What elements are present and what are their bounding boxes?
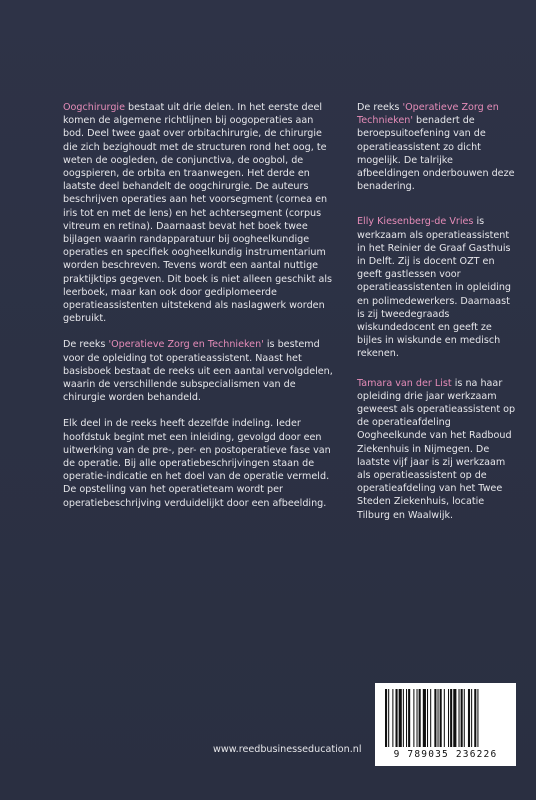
series-paragraph (63, 338, 333, 404)
barcode-bars (383, 689, 508, 747)
author2-name: Tamara van der List (357, 377, 452, 389)
author2-paragraph (357, 377, 517, 522)
author1-paragraph (357, 215, 517, 360)
intro-text: bestaat uit drie delen. In het eerste deel komen de algemene richtlijnen bij oogoperaties aan bod. Deel twee gaat over orbitachirurgie, de chirurgie die zich bezighoudt met de structuren rond het oog, te weten de oogleden, de conjunctiva, de oogbol, de oogspieren, de orbita en traanwegen. Het derde en laatste deel behandelt de oogchirurgie. De auteurs beschrijven operaties aan het voorsegment (cornea en iris tot en met de lens) en het achtersegment (corpus vitreum en retina). Daarnaast bevat het boek twee bijlagen waarin randapparatuur bij oogheelkundige operaties en specifiek oogheelkundig instrumentarium worden beschreven. Tevens wordt een aantal nuttige praktijktips gegeven. Dit boek is niet alleen geschikt als leerboek, maar kan ook door gediplomeerde operatieassistenten uitstekend als naslagwerk worden gebruikt. (63, 102, 332, 325)
author2-bio: is na haar opleiding drie jaar werkzaam geweest als operatieassistent op de operatieafdeling Oogheelkunde van het Radboud Ziekenhuis in Nijmegen. De laatste vijf jaar is zij werkzaam als operatieassistent op de operatieafdeling van het Twee Steden Ziekenhuis, locatie Tilburg en Waalwijk. (357, 377, 516, 521)
author1-bio: is werkzaam als operatieassistent in het Reinier de Graaf Gasthuis in Delft. Zij is docent OZT en geeft gastlessen voor operatieassistenten in opleiding en polimedewerkers. Daarnaast is zij tweedegraads wiskundedocent en geeft ze bijles in wiskunde en medisch rekenen. (357, 216, 512, 360)
barcode (375, 683, 516, 766)
series-name-highlight: 'Operatieve Zorg en Technieken' (108, 339, 264, 351)
approach-prefix: De reeks (357, 102, 403, 113)
structure-text: Elk deel in de reeks heeft dezelfde indeling. Ieder hoofdstuk begint met een inleiding, gevolgd door een uitwerking van de pre-, per- en postoperatieve fase van de operatie. Bij alle operatiebeschrijvingen staan de operatie-indicatie en het doel van de operatie vermeld. De opstelling van het operatieteam wordt per operatiebeschrijving verduidelijkt door een afbeelding. (63, 418, 331, 509)
left-column (63, 101, 333, 523)
book-title-highlight: Oogchirurgie (63, 102, 125, 113)
series-prefix: De reeks (63, 339, 109, 351)
publisher-url[interactable]: www.reedbusinesseducation.nl (213, 744, 362, 755)
right-column (357, 101, 517, 535)
approach-text: benadert de beroepsuitoefening van de operatieassistent zo dicht mogelijk. De talrijke afbeeldingen onderbouwen deze benadering. (357, 115, 515, 193)
isbn-number: 9 789035 236226 (393, 749, 498, 760)
author1-name: Elly Kiesenberg-de Vries (357, 216, 474, 228)
structure-paragraph (63, 417, 333, 509)
approach-series-highlight: 'Operatieve Zorg en Technieken' (357, 102, 499, 127)
intro-paragraph (63, 101, 333, 325)
approach-paragraph (357, 101, 517, 193)
series-text: is bestemd voor de opleiding tot operatieassistent. Naast het basisboek bestaat de reeks uit een aantal vervolgdelen, waarin de verschillende subspecialismen van de chirurgie worden behandeld. (63, 339, 333, 404)
